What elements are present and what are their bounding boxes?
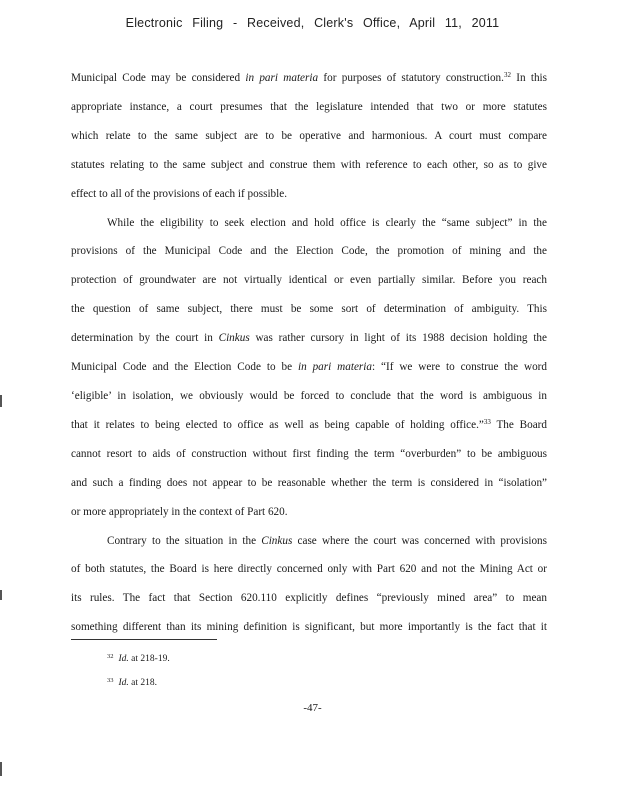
- footnote-divider: [71, 639, 217, 640]
- paragraph-3-line-3: its rules. The fact that Section 620.110 explicitly defines “previously mined area” to mean: [71, 592, 547, 605]
- paragraph-1-line-3: which relate to the same subject are to be operative and harmonious. A court must compare: [71, 129, 547, 142]
- paragraph-2-line-2: provisions of the Municipal Code and the Election Code, the promotion of mining and the: [71, 245, 547, 258]
- footnote-33: $^{33}$ Id. at 218.: [107, 677, 158, 688]
- scan-edge-mark: [0, 395, 2, 407]
- paragraph-2-line-6: Municipal Code and the Election Code to be in pari materia: “If we were to construe the word: [71, 361, 547, 374]
- page-number: -47-: [303, 702, 322, 714]
- paragraph-2-line-8: that it relates to being elected to office as well as being capable of holding office.”$^{33}$ The Board: [71, 417, 547, 431]
- scan-edge-mark: [0, 762, 2, 776]
- paragraph-3-line-4: something different than its mining definition is significant, but more importantly is the fact that it: [71, 621, 547, 634]
- paragraph-2-line-5: determination by the court in Cinkus was rather cursory in light of its 1988 decision holding the: [71, 332, 547, 345]
- footnote-32: $^{32}$ Id. at 218-19.: [107, 653, 170, 664]
- filing-header: Electronic Filing - Received, Clerk's Office, April 11, 2011: [125, 16, 500, 30]
- paragraph-2-line-9: cannot resort to aids of construction without first finding the term “overburden” to be ambiguous: [71, 447, 547, 460]
- paragraph-2-line-4: the question of same subject, there must be some sort of determination of ambiguity. This: [71, 303, 547, 316]
- paragraph-1-line-1: Municipal Code may be considered in pari materia for purposes of statutory construction.$^{32}$ In this: [71, 71, 548, 84]
- paragraph-2-line-11: or more appropriately in the context of Part 620.: [71, 505, 288, 518]
- paragraph-1-line-4: statutes relating to the same subject and construe them with reference to each other, so as to give: [71, 158, 547, 171]
- paragraph-2-line-10: and such a finding does not appear to be reasonable whether the term is considered in “isolation”: [71, 476, 547, 489]
- scan-edge-mark: [0, 590, 2, 600]
- paragraph-3-line-2: of both statutes, the Board is here directly concerned only with Part 620 and not the Mining Act or: [71, 563, 547, 576]
- paragraph-2-line-7: ‘eligible’ in isolation, we obviously would be forced to conclude that the word is ambiguous in: [71, 389, 547, 402]
- paragraph-2-line-3: protection of groundwater are not virtually identical or even partially similar. Before you reach: [71, 274, 547, 287]
- paragraph-1-line-2: appropriate instance, a court presumes that the legislature intended that two or more statutes: [71, 100, 547, 113]
- paragraph-2-line-1: While the eligibility to seek election and hold office is clearly the “same subject” in the: [107, 216, 547, 229]
- body-text: [71, 64, 547, 642]
- footnote-ref-33: 33: [483, 417, 491, 426]
- paragraph-1-line-5: effect to all of the provisions of each if possible.: [71, 187, 288, 200]
- footnote-ref-32: 32: [503, 71, 511, 79]
- paragraph-3-line-1: Contrary to the situation in the Cinkus case where the court was concerned with provisions: [107, 534, 547, 547]
